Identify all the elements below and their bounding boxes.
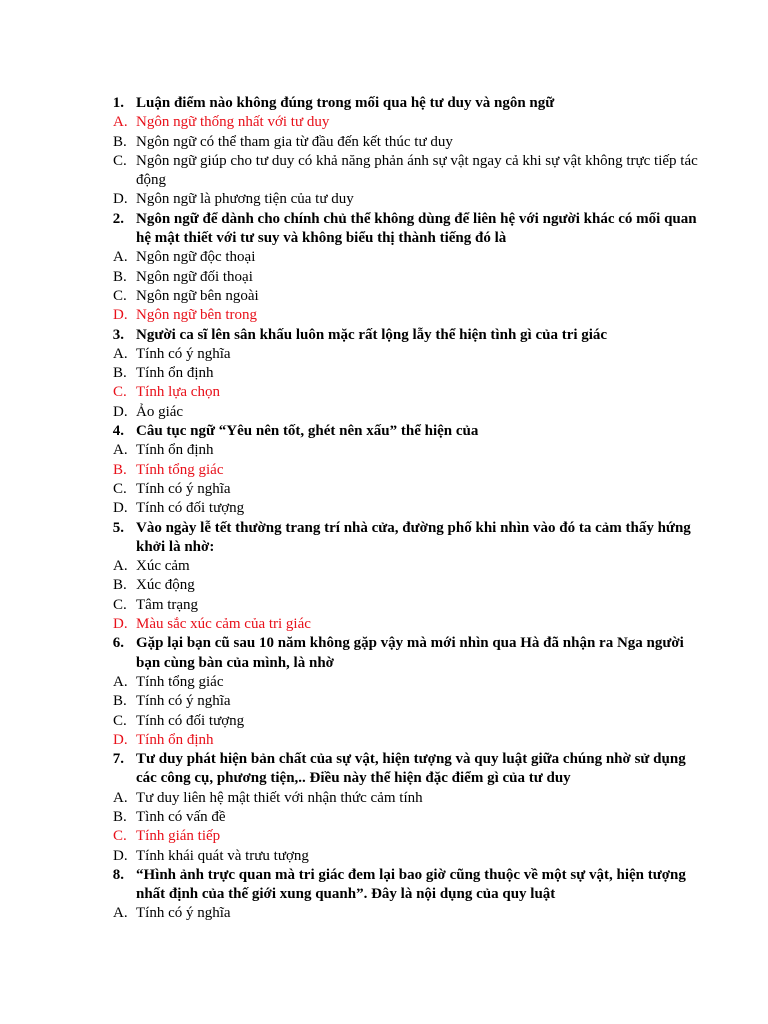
answer-option [88, 364, 698, 383]
answer-option [88, 904, 698, 923]
answer-option [88, 789, 698, 808]
answer-option [88, 712, 698, 731]
answer-option [88, 499, 698, 518]
option-letter: C. [113, 596, 127, 613]
option-text: Màu sắc xúc cảm của tri giác [136, 616, 311, 633]
option-letter: B. [113, 133, 127, 150]
option-letter: D. [113, 403, 128, 420]
answer-option [88, 133, 698, 152]
option-text: Ngôn ngữ thống nhất với tư duy [136, 114, 330, 131]
answer-option [88, 403, 698, 422]
option-letter: A. [113, 114, 128, 131]
option-text: Xúc cảm [136, 558, 190, 575]
question-text: Gặp lại bạn cũ sau 10 năm không gặp vậy mà mới nhìn qua Hà đã nhận ra Nga người bạn cùng bàn của mình, là nhờ [136, 635, 684, 671]
option-letter: C. [113, 712, 127, 729]
question-3 [88, 326, 698, 345]
answer-option [88, 576, 698, 595]
option-letter: C. [113, 152, 127, 169]
option-text: Tính ổn định [136, 731, 214, 748]
option-letter: C. [113, 384, 127, 401]
question-text: Câu tục ngữ “Yêu nên tốt, ghét nên xấu” thể hiện của [136, 423, 479, 440]
answer-option [88, 596, 698, 615]
question-text: Vào ngày lễ tết thường trang trí nhà cửa, đường phố khi nhìn vào đó ta cảm thấy hứng khởi là nhờ: [136, 519, 691, 555]
question-6 [88, 634, 698, 673]
option-text: Tình có vấn đề [136, 808, 226, 825]
question-number: 8. [112, 866, 124, 883]
option-text: Tư duy liên hệ mật thiết với nhận thức cảm tính [136, 789, 423, 806]
option-text: Ngôn ngữ đối thoại [136, 268, 253, 285]
option-text: Ngôn ngữ bên ngoài [136, 287, 259, 304]
option-letter: C. [113, 287, 127, 304]
answer-option [88, 557, 698, 576]
option-text: Tính có đối tượng [136, 712, 245, 729]
question-8 [88, 866, 698, 905]
option-text: Ngôn ngữ độc thoại [136, 249, 256, 266]
option-letter: D. [113, 847, 128, 864]
answer-option-correct [88, 731, 698, 750]
option-text: Tính lựa chọn [136, 384, 220, 401]
option-letter: B. [113, 461, 127, 478]
question-number: 1. [112, 95, 124, 111]
option-letter: D. [113, 500, 128, 517]
option-text: Tính tổng giác [136, 673, 224, 690]
question-1 [88, 94, 698, 113]
option-letter: B. [113, 693, 127, 710]
answer-option [88, 692, 698, 711]
option-text: Xúc động [136, 577, 195, 594]
option-letter: A. [113, 789, 128, 806]
answer-option [88, 268, 698, 287]
option-letter: A. [113, 905, 128, 922]
option-letter: C. [113, 480, 127, 497]
answer-option [88, 248, 698, 267]
question-number: 2. [112, 210, 124, 227]
question-number: 3. [112, 326, 124, 343]
answer-option [88, 441, 698, 460]
option-text: Ảo giác [136, 403, 184, 420]
question-text: Ngôn ngữ để dành cho chính chủ thể không dùng để liên hệ với người khác có mối quan hệ mật thiết với tư suy và không biểu thị thành tiếng đó là [136, 210, 697, 247]
option-text: Tính khái quát và trưu tượng [136, 847, 309, 864]
option-letter: C. [113, 828, 127, 845]
option-letter: A. [113, 442, 128, 459]
option-text: Tính có ý nghĩa [136, 693, 231, 710]
question-2 [88, 210, 698, 249]
question-4 [88, 422, 698, 441]
answer-option-correct [88, 827, 698, 846]
answer-option [88, 190, 698, 209]
answer-option [88, 847, 698, 866]
question-text: Luận điểm nào không đúng trong mối qua hệ tư duy và ngôn ngữ [136, 95, 555, 111]
question-text: Người ca sĩ lên sân khấu luôn mặc rất lộng lẫy thể hiện tình gì của tri giác [136, 326, 608, 343]
option-letter: D. [113, 307, 128, 324]
answer-option [88, 480, 698, 499]
option-text: Tính có ý nghĩa [136, 905, 231, 922]
option-text: Ngôn ngữ là phương tiện của tư duy [136, 191, 354, 208]
question-text: Tư duy phát hiện bản chất của sự vật, hiện tượng và quy luật giữa chúng nhờ sử dụng các công cụ, phương tiện,.. Điều này thể hiện đặc điểm gì của tư duy [136, 751, 686, 787]
option-text: Ngôn ngữ có thể tham gia từ đầu đến kết thúc tư duy [136, 133, 453, 150]
question-number: 4. [112, 423, 124, 440]
option-text: Ngôn ngữ bên trong [136, 307, 258, 324]
answer-option [88, 287, 698, 306]
option-text: Tính ổn định [136, 365, 214, 382]
question-text: “Hình ảnh trực quan mà tri giác đem lại bao giờ cũng thuộc về một sự vật, hiện tượng nhất định của thế giới xung quanh”. Đây là nội dụng của quy luật [136, 866, 686, 903]
question-number: 6. [112, 635, 124, 652]
question-7 [88, 750, 698, 789]
option-letter: D. [113, 731, 128, 748]
option-text: Tâm trạng [136, 596, 199, 613]
option-text: Tính có ý nghĩa [136, 480, 231, 497]
answer-option-correct [88, 306, 698, 325]
answer-option [88, 673, 698, 692]
option-text: Tính có ý nghĩa [136, 345, 231, 362]
answer-option-correct [88, 615, 698, 634]
option-text: Tính có đối tượng [136, 500, 245, 517]
answer-option [88, 808, 698, 827]
quiz-list [88, 94, 698, 924]
question-5 [88, 519, 698, 558]
option-letter: B. [113, 808, 127, 825]
answer-option [88, 152, 698, 191]
option-text: Tính ổn định [136, 442, 214, 459]
answer-option [88, 345, 698, 364]
answer-option-correct [88, 113, 698, 132]
option-letter: B. [113, 577, 127, 594]
answer-option-correct [88, 461, 698, 480]
option-text: Tính tổng giác [136, 461, 224, 478]
option-letter: A. [113, 345, 128, 362]
option-letter: D. [113, 191, 128, 208]
option-text: Ngôn ngữ giúp cho tư duy có khả năng phản ánh sự vật ngay cả khi sự vật không trực tiếp tác động [136, 152, 698, 189]
option-letter: D. [113, 616, 128, 633]
question-number: 5. [112, 519, 124, 536]
option-letter: A. [113, 673, 128, 690]
option-letter: A. [113, 249, 128, 266]
option-letter: B. [113, 268, 127, 285]
option-text: Tính gián tiếp [136, 828, 221, 845]
option-letter: A. [113, 558, 128, 575]
question-number: 7. [112, 751, 124, 768]
option-letter: B. [113, 365, 127, 382]
answer-option-correct [88, 383, 698, 402]
